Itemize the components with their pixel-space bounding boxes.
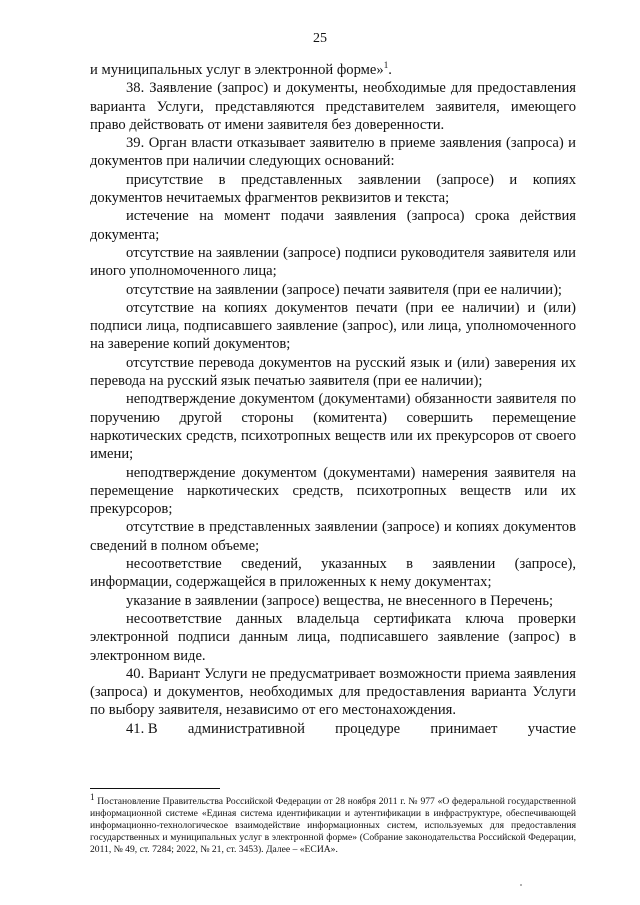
paragraph-39: 39. Орган власти отказывает заявителю в приеме заявления (запроса) и документов при наличии следующих оснований:: [90, 135, 576, 170]
ground-no-intent-confirmation: неподтверждение документом (документами) намерения заявителя на перемещение наркотических средств, психотропных веществ или их прекурсоров;: [90, 464, 576, 518]
ground-missing-signature: отсутствие на заявлении (запросе) подписи руководителя заявителя или иного уполномоченного лица;: [90, 244, 576, 280]
paragraph-38: 38. Заявление (запрос) и документы, необходимые для предоставления варианта Услуги, представляются представителем заявителя, имеющего право действовать от имени заявителя без доверенности.: [90, 80, 576, 133]
paragraph-40: 40. Вариант Услуги не предусматривает возможности приема заявления (запроса) и документов, необходимых для предоставления варианта Услуги по выбору заявителя, независимо от его местонахождения.: [90, 665, 576, 719]
paragraph-text: и муниципальных услуг в электронной форме»: [90, 62, 384, 78]
scan-speck: [520, 884, 522, 886]
ground-expired-document: истечение на момент подачи заявления (запроса) срока действия документа;: [90, 208, 576, 243]
ground-copies-not-certified: отсутствие на копиях документов печати (при ее наличии) и (или) подписи лица, подписавшего заявление (запрос), или лица, уполномоченного на заверение копий документов;: [90, 299, 576, 353]
footnote-marker: 1: [90, 791, 95, 802]
paragraph-41-first-line: [90, 720, 576, 738]
ground-signature-owner-mismatch: несоответствие данных владельца сертификата ключа проверки электронной подписи данным лица, подписавшего заявление (запрос) в электронном виде.: [90, 610, 576, 664]
word: 41. В: [126, 720, 158, 737]
word: принимает: [430, 720, 498, 737]
ground-substance-not-listed: указание в заявлении (запросе) вещества, не внесенного в Перечень;: [126, 592, 554, 609]
word: административной: [187, 720, 305, 737]
ground-unreadable-fragments: присутствие в представленных заявлении (запросе) и копиях документов нечитаемых фрагментов реквизитов и текста;: [90, 171, 576, 207]
footnote-text: Постановление Правительства Российской Федерации от 28 ноября 2011 г. № 977 «О федеральной государственной информационной системе «Единая система идентификации и аутентификации в инфраструктуре, обеспечивающей информационно-технологическое взаимодействие информационных систем, используемых для предоставления государственных и муниципальных услуг в электронной форме» (Собрание законодательства Российской Федерации, 2011, № 49, ст. 7284; 2022, № 21, ст. 3453). Далее – «ЕСИА».: [90, 796, 576, 856]
footnote-reference: 1: [383, 60, 389, 71]
ground-incomplete-information: отсутствие в представленных заявлении (запросе) и копиях документов сведений в полном объеме;: [90, 519, 576, 554]
ground-no-commission-obligation: неподтверждение документом (документами) обязанности заявителя по поручению другой стороны (комитента) совершить перемещение наркотических средств, психотропных веществ или их прекурсоров от своего имени;: [90, 391, 576, 463]
footnote-divider: [90, 788, 220, 789]
ground-missing-translation: отсутствие перевода документов на русский язык и (или) заверения их перевода на русский язык печатью заявителя (при ее наличии);: [90, 354, 576, 390]
footnote: [90, 791, 576, 856]
word: процедуре: [335, 720, 401, 737]
ground-missing-seal: отсутствие на заявлении (запросе) печати заявителя (при ее наличии);: [126, 281, 562, 298]
page-number: 25: [313, 31, 327, 46]
word: участие: [527, 720, 576, 737]
ground-information-mismatch: несоответствие сведений, указанных в заявлении (запросе), информации, содержащейся в приложенных к нему документах;: [90, 556, 576, 591]
body-text: [90, 61, 576, 738]
paragraph-continuation: и муниципальных услуг в электронной форме»$^1$.: [90, 60, 392, 78]
